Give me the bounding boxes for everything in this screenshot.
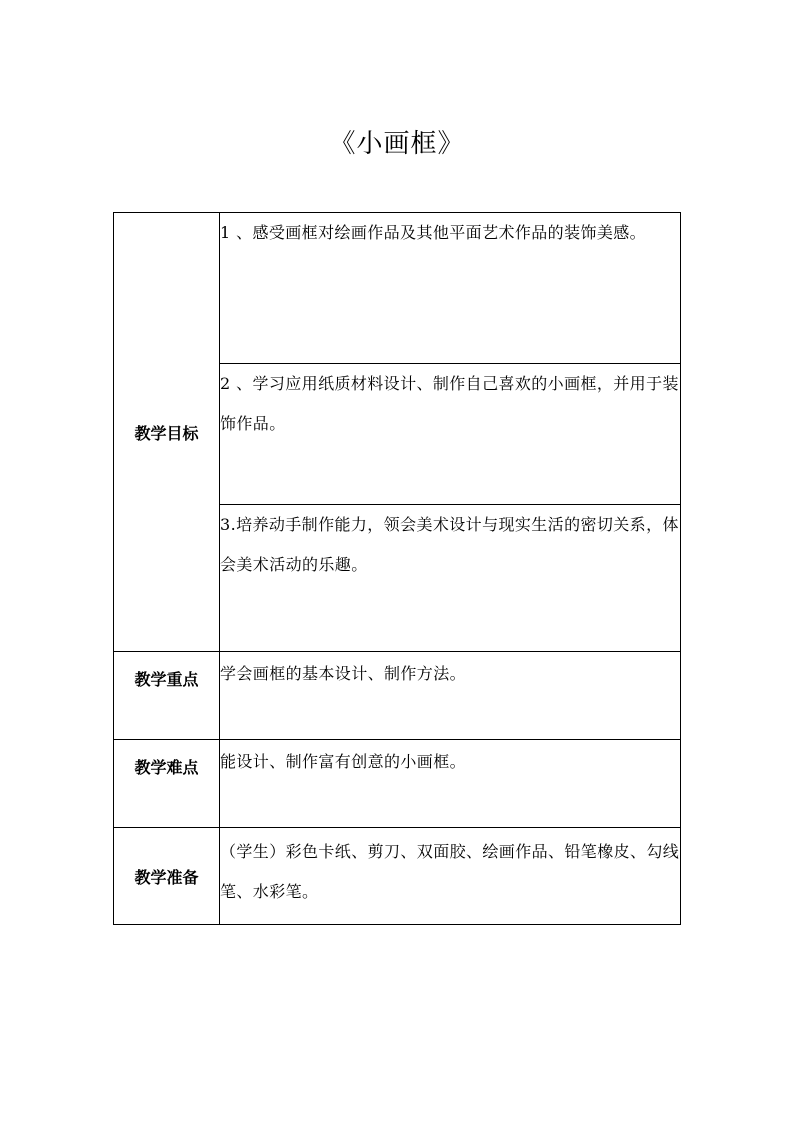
key-points-text: 学会画框的基本设计、制作方法。	[220, 652, 681, 740]
difficulties-text: 能设计、制作富有创意的小画框。	[220, 740, 681, 828]
preparation-text: （学生）彩色卡纸、剪刀、双面胶、绘画作品、铅笔橡皮、勾线笔、水彩笔。	[220, 828, 681, 925]
table-row	[114, 828, 681, 925]
difficulties-label: 教学难点	[114, 740, 220, 828]
lesson-plan-table	[113, 212, 681, 925]
goal-item-2: 2 、学习应用纸质材料设计、制作自己喜欢的小画框，并用于装饰作品。	[220, 364, 681, 505]
page-title: 《小画框》	[329, 129, 465, 159]
goal-item-1: 1 、感受画框对绘画作品及其他平面艺术作品的装饰美感。	[220, 213, 681, 364]
table-row	[114, 740, 681, 828]
goals-label: 教学目标	[114, 213, 220, 652]
table-row	[114, 213, 681, 364]
table-row	[114, 652, 681, 740]
key-points-label: 教学重点	[114, 652, 220, 740]
goal-item-3: 3.培养动手制作能力，领会美术设计与现实生活的密切关系，体会美术活动的乐趣。	[220, 505, 681, 652]
preparation-label: 教学准备	[114, 828, 220, 925]
